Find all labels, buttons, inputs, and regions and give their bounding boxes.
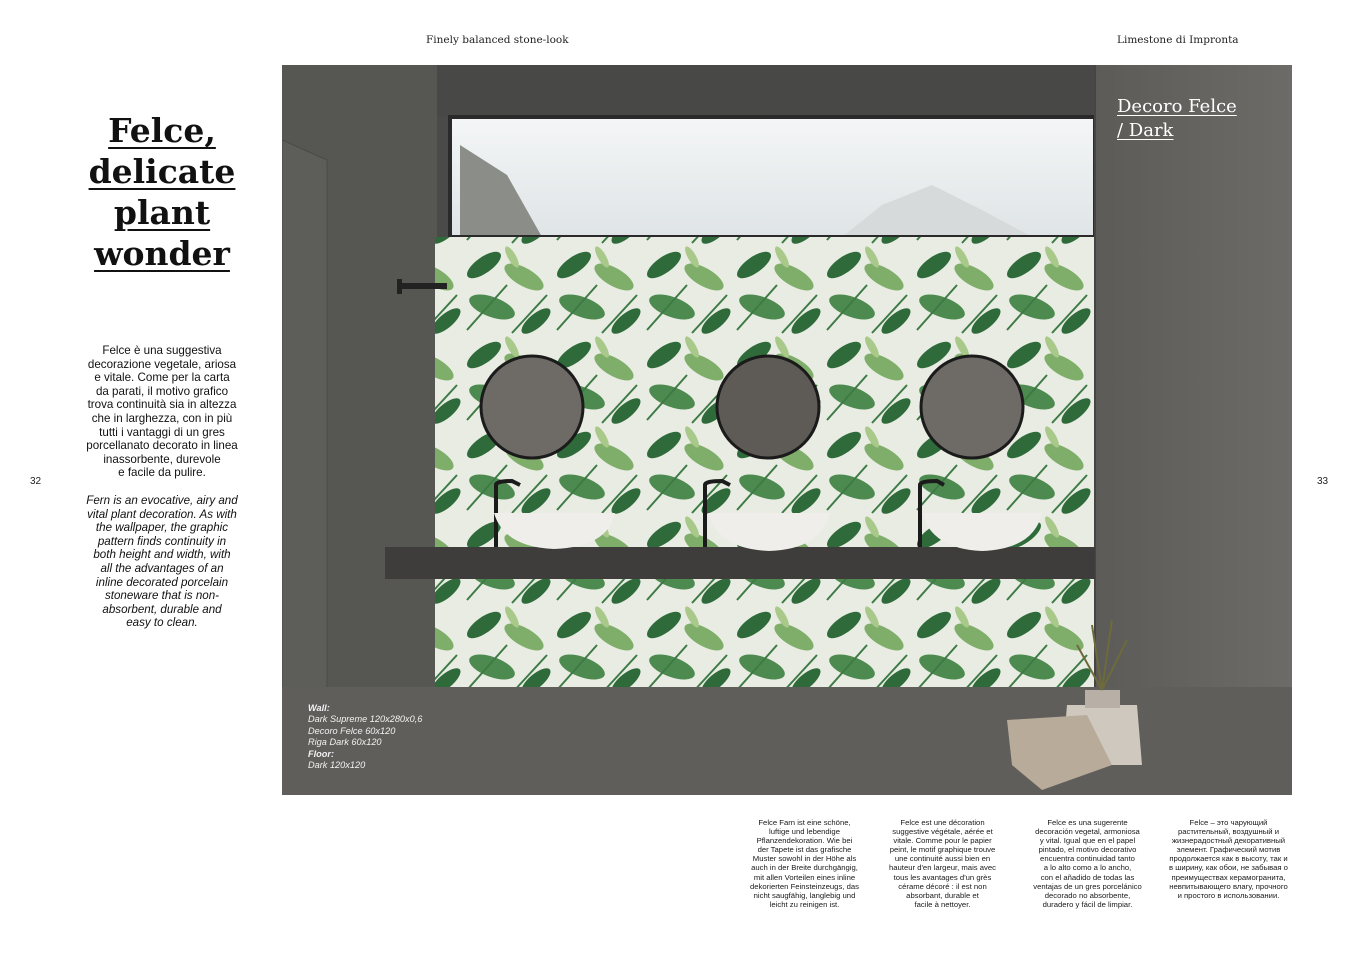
column-line: tous les avantages d'un grès bbox=[893, 872, 992, 882]
body-line: inline decorated porcelain bbox=[95, 575, 229, 589]
column-line: luftige und lebendige bbox=[769, 827, 840, 837]
column-line: ventajas de un gres porcelánico bbox=[1033, 881, 1142, 891]
column-line: Felce est une décoration bbox=[900, 818, 985, 827]
column-line: duradero y fácil de limpiar. bbox=[1042, 899, 1133, 909]
column-line: der Tapete ist das grafische bbox=[757, 845, 852, 855]
column-line: и простого в использовании. bbox=[1177, 890, 1280, 900]
body-line: stoneware that is non- bbox=[104, 589, 220, 603]
body-line: decorazione vegetale, ariosa bbox=[87, 357, 237, 371]
body-line: e vitale. Come per la carta bbox=[94, 371, 230, 385]
page-number-right: 33 bbox=[1317, 476, 1329, 487]
column-line: невпитывающего влагу, прочного bbox=[1169, 881, 1288, 891]
column-line: Muster sowohl in der Höhe als bbox=[752, 854, 857, 864]
body-italian bbox=[72, 344, 252, 480]
column-line: encuentra continuidad tanto bbox=[1040, 854, 1135, 864]
vanity-counter bbox=[385, 547, 1095, 579]
running-head-right: Limestone di Impronta bbox=[1117, 34, 1239, 46]
body-line: inassorbente, durevole bbox=[103, 452, 221, 466]
headline-line: delicate bbox=[88, 152, 236, 191]
column-spanish bbox=[1025, 818, 1150, 909]
column-line: nicht saugfähig, langlebig und bbox=[753, 890, 856, 900]
column-line: dekorierten Feinsteinzeugs, das bbox=[750, 881, 859, 891]
bathroom-illustration bbox=[282, 65, 1292, 795]
body-line: absorbent, durable and bbox=[102, 602, 222, 616]
headline-line: plant bbox=[113, 193, 211, 232]
spec-item: Riga Dark 60x120 bbox=[308, 737, 382, 748]
column-line: suggestive végétale, aérée et bbox=[892, 827, 993, 837]
door-panel bbox=[282, 140, 327, 755]
column-line: peint, le motif graphique trouve bbox=[889, 845, 996, 855]
spec-item: Dark Supreme 120x280x0,6 bbox=[308, 714, 423, 725]
page-number-left: 32 bbox=[30, 476, 42, 487]
round-mirrors bbox=[481, 356, 1023, 458]
body-line: porcellanato decorato in linea bbox=[86, 439, 238, 453]
column-russian bbox=[1166, 818, 1291, 900]
spec-item: Dark 120x120 bbox=[308, 760, 366, 771]
headline-line: Felce, bbox=[108, 111, 216, 150]
spec-item: Decoro Felce 60x120 bbox=[308, 725, 396, 736]
column-line: con el añadido de todas las bbox=[1040, 872, 1135, 882]
column-line: mit allen Vorteilen eines inline bbox=[753, 872, 856, 882]
column-line: растительный, воздушный и bbox=[1177, 827, 1280, 837]
column-line: Felce es una sugerente bbox=[1047, 818, 1128, 827]
body-line: e facile da pulire. bbox=[118, 466, 206, 480]
column-line: Felce Farn ist eine schöne, bbox=[758, 818, 851, 827]
column-line: в ширину, как обои, не забывая о bbox=[1169, 863, 1288, 873]
body-line: da parati, il motivo grafico bbox=[95, 384, 229, 398]
body-english bbox=[72, 494, 252, 630]
vessel-basins bbox=[494, 513, 1042, 551]
column-line: Pflanzendekoration. Wie bei bbox=[756, 836, 853, 846]
body-line: the wallpaper, the graphic bbox=[95, 521, 229, 535]
body-line: both height and width, with bbox=[93, 548, 231, 562]
column-german bbox=[742, 818, 867, 909]
body-line: che in larghezza, con in più bbox=[91, 411, 233, 425]
bathroom-photo bbox=[282, 65, 1292, 795]
column-line: преимуществах керамогранита, bbox=[1171, 872, 1286, 882]
running-head-left: Finely balanced stone-look bbox=[426, 34, 569, 46]
column-line: absorbant, durable et bbox=[906, 890, 979, 900]
floor bbox=[282, 687, 1292, 795]
body-line: tutti i vantaggi di un gres bbox=[99, 425, 225, 439]
body-line: trova continuità sia in altezza bbox=[87, 398, 237, 412]
column-line: une continuité aussi bien en bbox=[894, 854, 991, 864]
photo-caption bbox=[1117, 95, 1237, 143]
product-spec bbox=[308, 703, 422, 771]
spec-floor-label: Floor: bbox=[308, 748, 335, 759]
column-line: жизнерадостный декоративный bbox=[1171, 836, 1286, 846]
fern-wall bbox=[435, 237, 1095, 689]
caption-line: / Dark bbox=[1117, 120, 1174, 141]
body-line: Fern is an evocative, airy and bbox=[86, 494, 238, 507]
headline bbox=[70, 110, 254, 274]
column-line: auch in der Breite durchgängig, bbox=[751, 863, 858, 873]
column-line: hauteur d'en largeur, mais avec bbox=[888, 863, 997, 873]
column-line: leicht zu reinigen ist. bbox=[769, 899, 840, 909]
body-line: all the advantages of an bbox=[100, 561, 224, 575]
body-line: Felce è una suggestiva bbox=[102, 344, 222, 357]
column-line: facile à nettoyer. bbox=[914, 899, 971, 909]
column-line: decoración vegetal, armoniosa bbox=[1035, 827, 1140, 837]
column-french bbox=[880, 818, 1005, 909]
column-line: продолжается как в высоту, так и bbox=[1169, 854, 1288, 864]
column-line: cérame décoré : il est non bbox=[898, 881, 987, 891]
column-line: vitale. Comme pour le papier bbox=[893, 836, 992, 846]
body-line: pattern finds continuity in bbox=[97, 534, 227, 548]
right-wall bbox=[1095, 65, 1292, 795]
column-line: элемент. Графический мотив bbox=[1176, 845, 1281, 855]
spec-wall-label: Wall: bbox=[308, 703, 330, 713]
column-line: pintado, el motivo decorativo bbox=[1038, 845, 1137, 855]
body-line: vital plant decoration. As with bbox=[87, 507, 237, 521]
body-line: easy to clean. bbox=[126, 616, 198, 630]
caption-line: Decoro Felce bbox=[1117, 96, 1237, 117]
column-line: Felce – это чарующий bbox=[1189, 818, 1268, 827]
column-line: a lo alto como a lo ancho, bbox=[1043, 863, 1132, 873]
column-line: y vital. Igual que en el papel bbox=[1039, 836, 1136, 846]
headline-line: wonder bbox=[94, 234, 230, 273]
column-line: decorado no absorbente, bbox=[1044, 890, 1131, 900]
